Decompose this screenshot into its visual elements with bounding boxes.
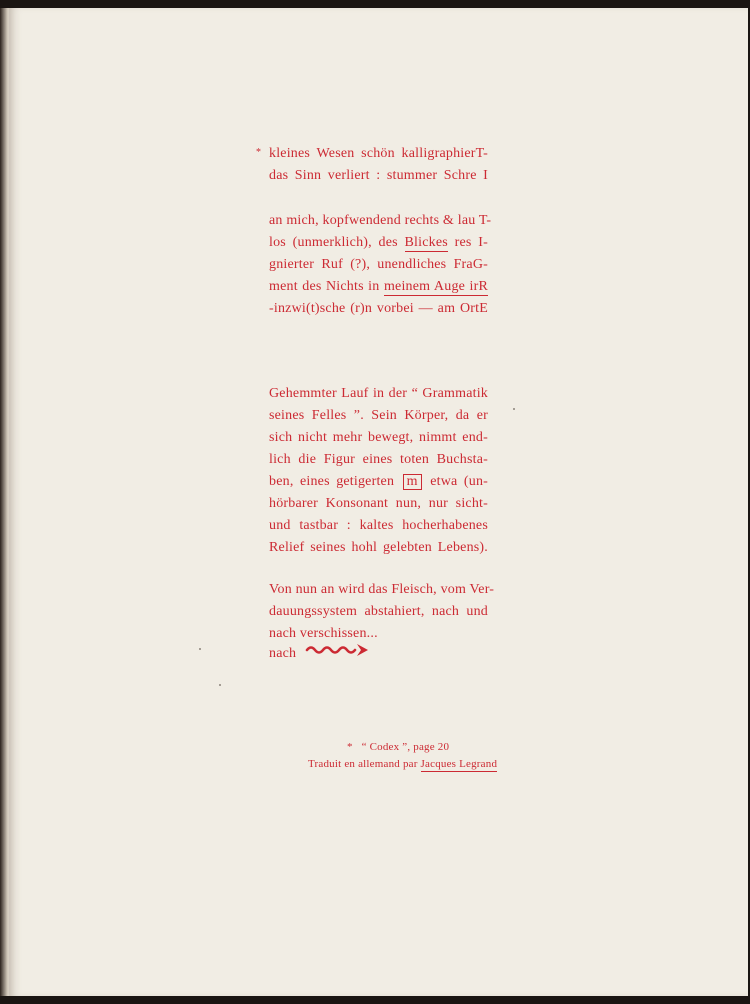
asterisk-mark: * bbox=[256, 147, 262, 158]
stanza2-line2: los (unmerklich), des Blickes res I- bbox=[269, 235, 488, 250]
stanza3-line2: seines Felles ”. Sein Körper, da er bbox=[269, 408, 488, 423]
stanza4-line3: nach verschissen... bbox=[269, 626, 378, 641]
stanza3-line4: lich die Figur eines toten Buchsta- bbox=[269, 452, 488, 467]
book-page bbox=[9, 8, 748, 996]
stanza3-line5: ben, eines getigerten m etwa (un- bbox=[269, 474, 489, 489]
stanza2-line1: an mich, kopfwendend rechts & lau T- bbox=[269, 213, 492, 228]
stanza4-line2: dauungssystem abstahiert, nach und bbox=[269, 604, 488, 619]
boxed-letter-m: m bbox=[403, 474, 422, 490]
stanza4-line4: nach bbox=[269, 646, 297, 661]
footnote-source: “ Codex ”, page 20 bbox=[361, 741, 450, 753]
translator-name: Jacques Legrand bbox=[420, 758, 498, 770]
stanza2-line4: ment des Nichts in meinem Auge irR bbox=[269, 279, 489, 294]
stanza3-line7: und tastbar : kaltes hocherhabenes bbox=[269, 518, 488, 533]
footnote-line2: Traduit en allemand par Jacques Legrand bbox=[308, 758, 498, 770]
stanza1-line2: das Sinn verliert : stummer Schre I bbox=[269, 168, 488, 183]
underlined-word-blickes: Blickes bbox=[404, 235, 448, 250]
footnote-line1 bbox=[347, 741, 449, 753]
footnote-asterisk: * bbox=[347, 741, 353, 753]
stanza3-line8: Relief seines hohl gelebten Lebens). bbox=[269, 540, 488, 555]
stanza2-line5: -inzwi(t)sche (r)n vorbei — am OrtE bbox=[269, 301, 488, 316]
paper-speck bbox=[513, 408, 515, 410]
paper-speck bbox=[219, 684, 221, 686]
stanza2-line3: gnierter Ruf (?), unendliches FraG- bbox=[269, 257, 488, 272]
paper-speck bbox=[199, 648, 201, 650]
stanza3-line6: hörbarer Konsonant nun, nur sicht- bbox=[269, 496, 488, 511]
squiggle-arrow-icon bbox=[305, 640, 373, 658]
stanza3-line1: Gehemmter Lauf in der “ Grammatik bbox=[269, 386, 488, 401]
stanza4-line1: Von nun an wird das Fleisch, vom Ver- bbox=[269, 582, 495, 597]
stanza3-line3: sich nicht mehr bewegt, nimmt end- bbox=[269, 430, 488, 445]
stanza1-line1: kleines Wesen schön kalligraphierT- bbox=[269, 146, 488, 161]
underlined-phrase-auge: meinem Auge irR bbox=[383, 279, 489, 294]
